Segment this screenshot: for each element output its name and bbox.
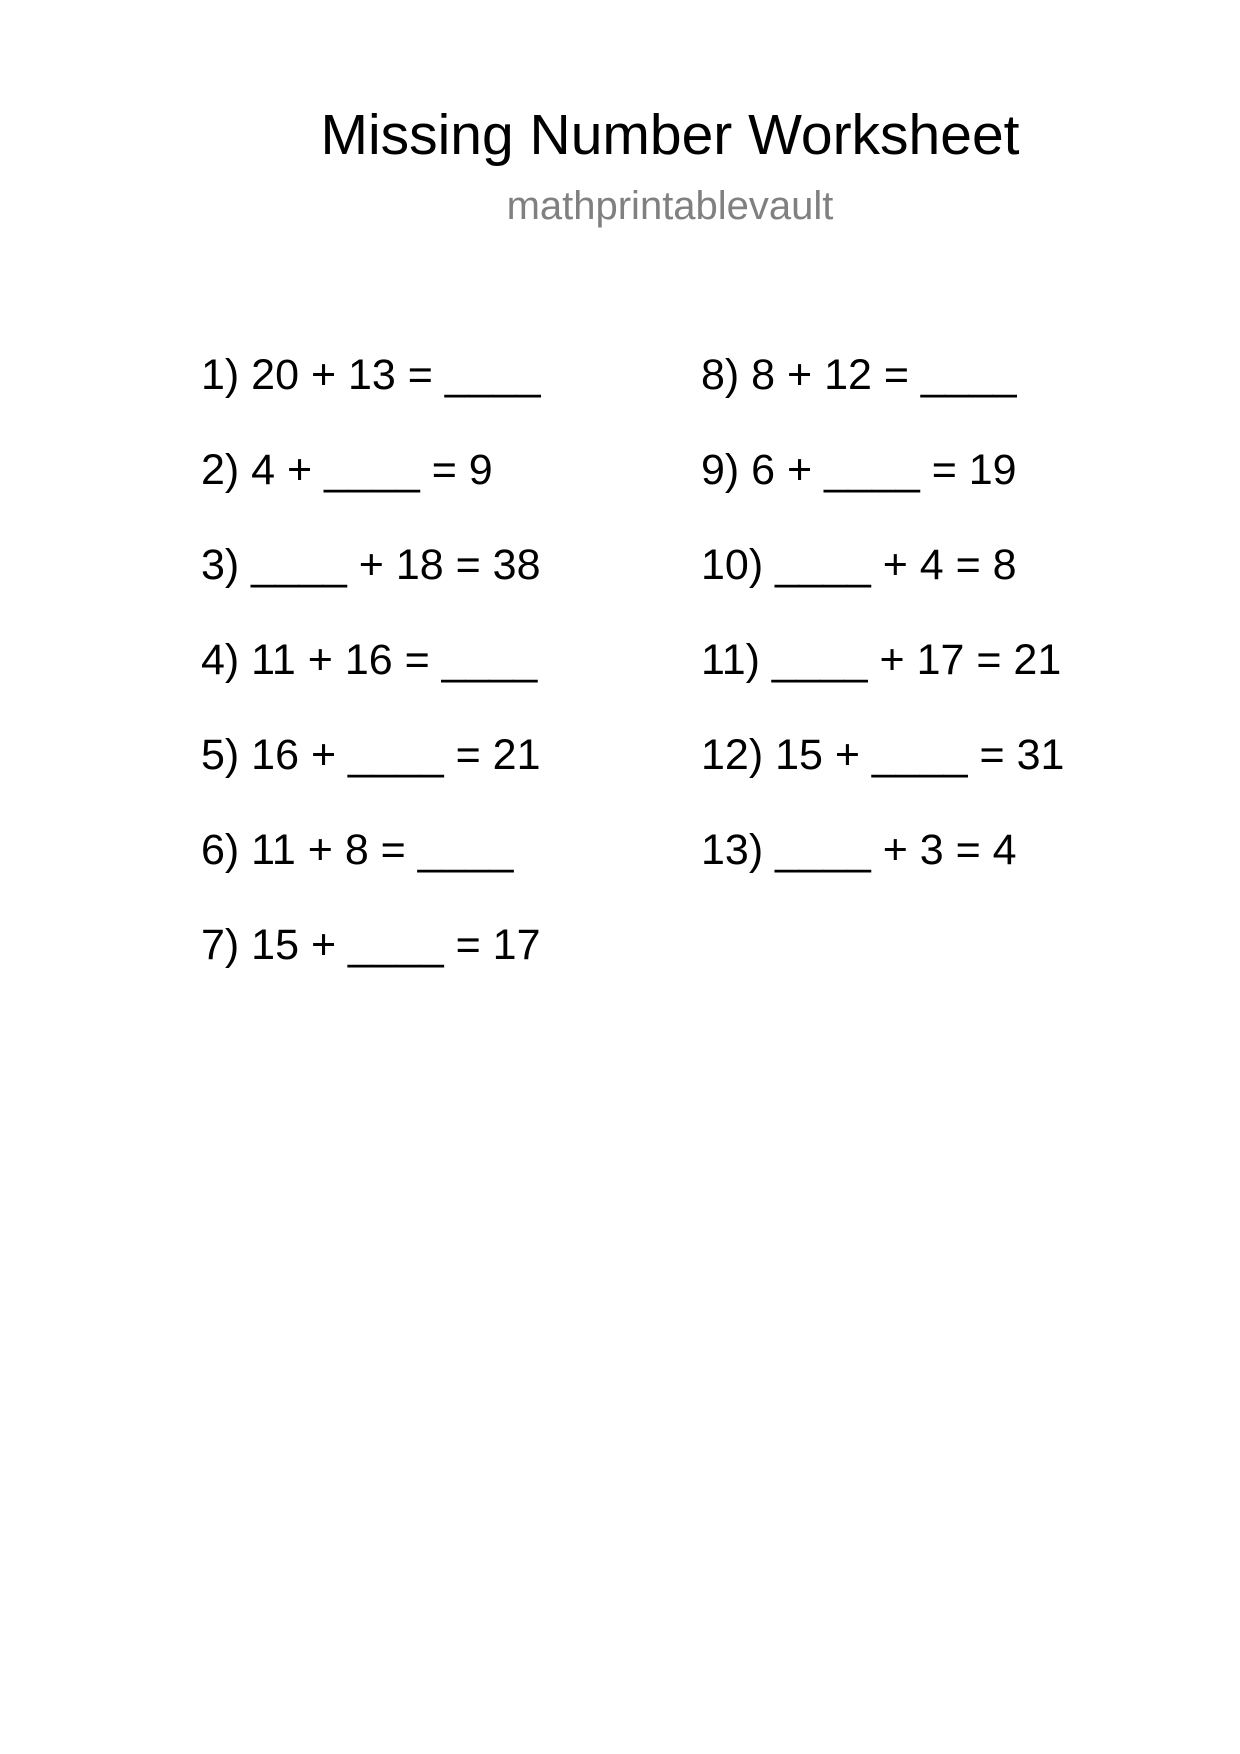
problem-item: 9) 6 + ____ = 19 — [701, 446, 1017, 494]
problem-item: 2) 4 + ____ = 9 — [201, 446, 493, 494]
worksheet-title: Missing Number Worksheet — [320, 103, 1020, 167]
problem-item: 6) 11 + 8 = ____ — [201, 826, 514, 874]
problem-item: 5) 16 + ____ = 21 — [201, 731, 541, 779]
worksheet-subtitle: mathprintablevault — [506, 184, 834, 228]
problem-item: 13) ____ + 3 = 4 — [701, 826, 1017, 874]
problem-item: 4) 11 + 16 = ____ — [201, 636, 538, 684]
problem-item: 8) 8 + 12 = ____ — [701, 351, 1017, 399]
problem-column-left — [201, 350, 541, 1015]
problem-item: 1) 20 + 13 = ____ — [201, 351, 541, 399]
problem-item: 7) 15 + ____ = 17 — [201, 921, 541, 969]
problem-item: 11) ____ + 17 = 21 — [701, 636, 1062, 684]
problem-item: 12) 15 + ____ = 31 — [701, 731, 1065, 779]
problem-item: 3) ____ + 18 = 38 — [201, 541, 541, 589]
problem-column-right — [701, 350, 1064, 920]
problem-item: 10) ____ + 4 = 8 — [701, 541, 1017, 589]
